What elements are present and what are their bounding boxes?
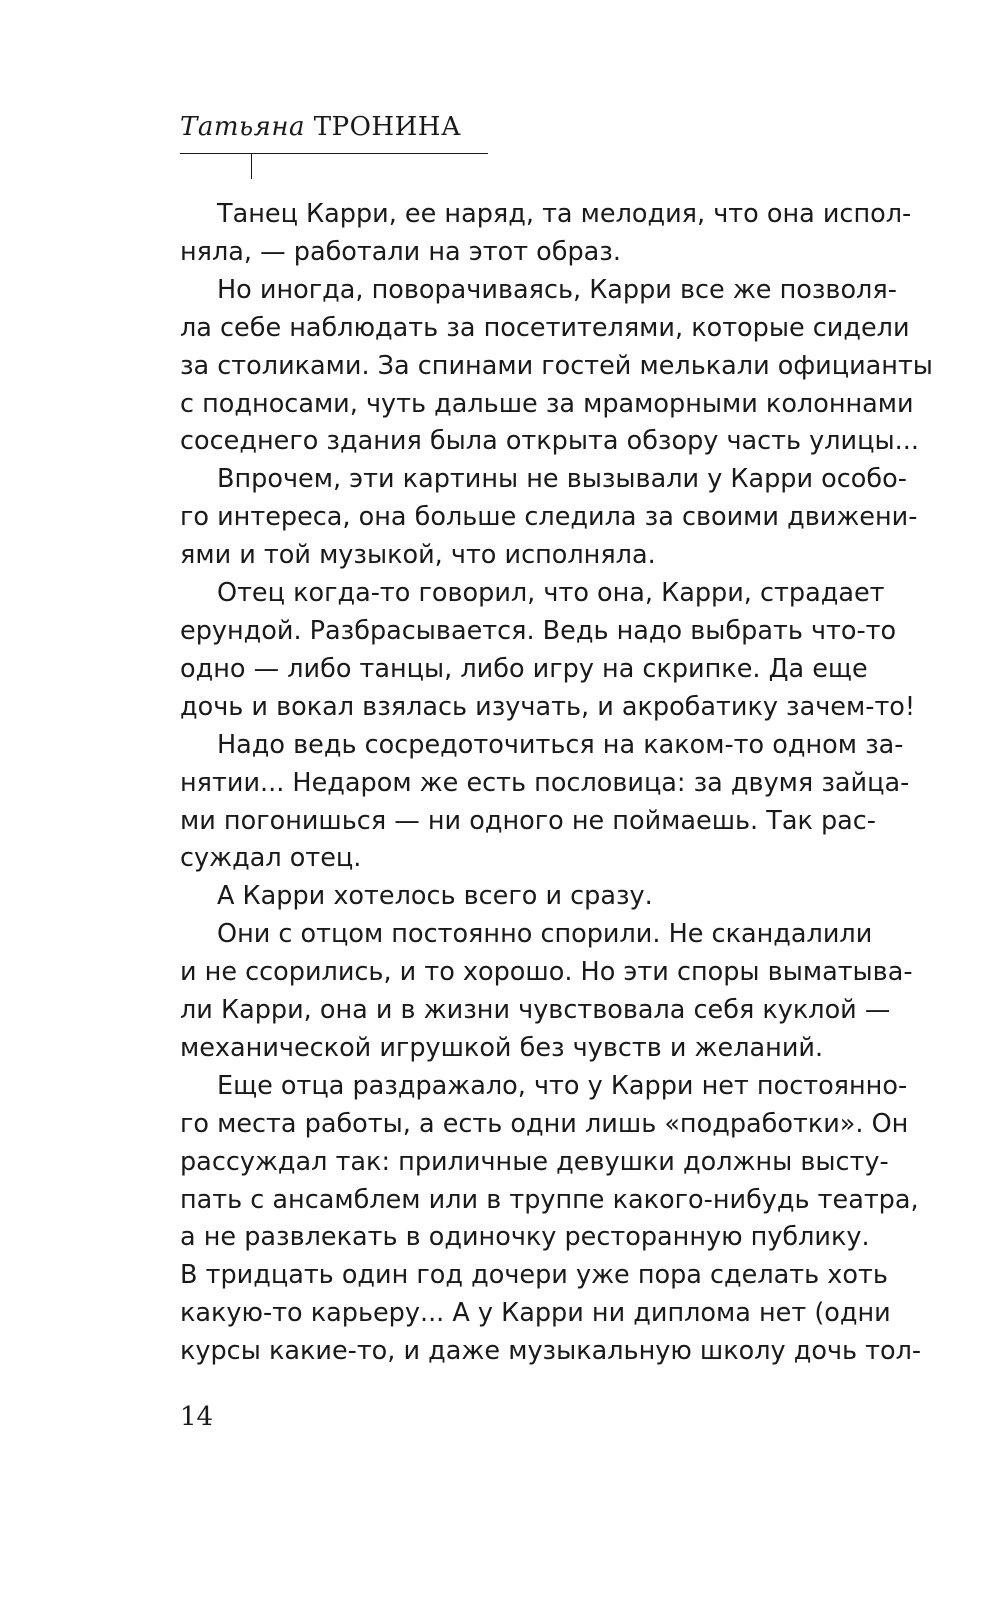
text-line: ла себе наблюдать за посетителями, которые сидели [180, 312, 910, 343]
text-line: одно — либо танцы, либо игру на скрипке. Да еще [180, 653, 868, 684]
text-line: го интереса, она больше следила за своими движени- [180, 502, 918, 533]
author-last-name: ТРОНИНА [313, 112, 462, 142]
text-line: механической игрушкой без чувств и желаний. [180, 1032, 824, 1063]
running-head [180, 112, 461, 142]
text-line: ли Карри, она и в жизни чувствовала себя куклой — [180, 995, 891, 1026]
text-line: Впрочем, эти картины не вызывали у Карри особо- [217, 464, 907, 495]
text-line: дочь и вокал взялась изучать, и акробатику зачем-то! [180, 691, 916, 722]
body-text [180, 196, 933, 1371]
text-line: Они с отцом постоянно спорили. Не скандалили [217, 919, 873, 950]
text-line: какую-то карьеру... А у Карри ни диплома нет (одни [180, 1298, 891, 1329]
text-line: А Карри хотелось всего и сразу. [217, 881, 653, 912]
author-first-name: Татьяна [180, 112, 305, 142]
text-line: пать с ансамблем или в труппе какого-нибудь театра, [180, 1184, 919, 1215]
text-line: рассуждал так: приличные девушки должны высту- [180, 1146, 889, 1177]
text-line: а не развлекать в одиночку ресторанную публику. [180, 1222, 870, 1253]
text-line: Танец Карри, ее наряд, та мелодия, что она испол- [217, 199, 912, 229]
header-rule [180, 153, 488, 154]
text-line: курсы какие-то, и даже музыкальную школу дочь тол- [180, 1336, 922, 1367]
text-line: с подносами, чуть дальше за мраморными колоннами [180, 388, 914, 419]
text-line: ями и той музыкой, что исполняла. [180, 540, 656, 571]
text-line: суждал отец. [180, 843, 362, 874]
text-line: за столиками. За спинами гостей мелькали официанты [180, 350, 933, 381]
text-line: няла, — работали на этот образ. [180, 236, 621, 267]
page-number: 14 [180, 1402, 214, 1432]
text-line: нятии... Недаром же есть пословица: за двумя зайца- [180, 767, 910, 798]
text-line: соседнего здания была открыта обзору часть улицы... [180, 426, 919, 457]
header-tick [251, 153, 252, 179]
text-line: ерундой. Разбрасывается. Ведь надо выбрать что-то [180, 615, 897, 646]
text-line: Еще отца раздражало, что у Карри нет постоянно- [217, 1070, 908, 1101]
text-line: ми погонишься — ни одного не поймаешь. Так рас- [180, 805, 877, 836]
text-line: Отец когда-то говорил, что она, Карри, страдает [217, 578, 885, 609]
text-line: В тридцать один год дочери уже пора сделать хоть [180, 1260, 888, 1291]
text-line: Но иногда, поворачиваясь, Карри все же позволя- [217, 274, 897, 305]
text-line: го места работы, а есть одни лишь «подработки». Он [180, 1108, 909, 1139]
text-line: Надо ведь сосредоточиться на каком-то одном за- [217, 729, 904, 760]
text-line: и не ссорились, и то хорошо. Но эти споры выматыва- [180, 957, 913, 988]
